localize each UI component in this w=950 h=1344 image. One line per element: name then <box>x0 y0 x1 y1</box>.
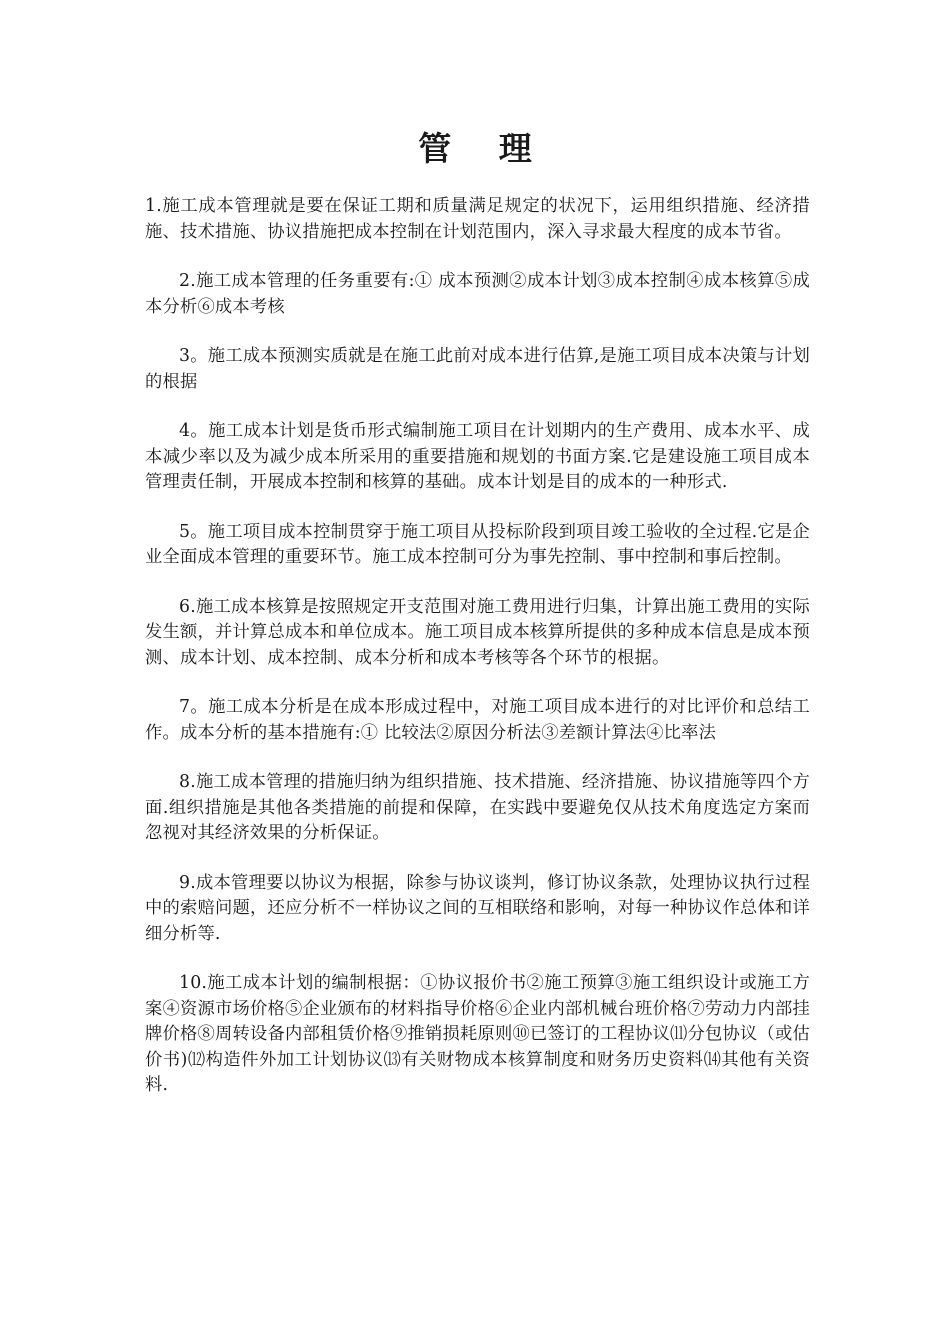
paragraph-6: 6.施工成本核算是按照规定开支范围对施工费用进行归集，计算出施工费用的实际发生额，并计算总成本和单位成本。施工项目成本核算所提供的多种成本信息是成本预测、成本计划、成本控制、成本分析和成本考核等各个环节的根据。 <box>145 596 810 668</box>
paragraph-4: 4。施工成本计划是货币形式编制施工项目在计划期内的生产费用、成本水平、成本减少率以及为减少成本所采用的重要措施和规划的书面方案.它是建设施工项目成本管理责任制，开展成本控制和核算的基础。成本计划是目的成本的一种形式. <box>145 421 810 492</box>
paragraph-10: 10.施工成本计划的编制根据：①协议报价书②施工预算③施工组织设计或施工方案④资源市场价格⑤企业颁布的材料指导价格⑥企业内部机械台班价格⑦劳动力内部挂牌价格⑧周转设备内部租赁价格⑨推销损耗原则⑩已签订的工程协议⑾分包协议（或估价书)⑿构造件外加工计划协议⒀有关财物成本核算制度和财务历史资料⒁其他有关资料. <box>145 973 810 1095</box>
page-title: 管 理 <box>418 129 550 168</box>
document-body <box>145 194 810 1123</box>
paragraph-9: 9.成本管理要以协议为根据，除参与协议谈判，修订协议条款，处理协议执行过程中的索赔问题，还应分析不一样协议之间的互相联络和影响，对每一种协议作总体和详细分析等. <box>145 872 810 944</box>
paragraph-7: 7。施工成本分析是在成本形成过程中，对施工项目成本进行的对比评价和总结工作。成本分析的基本措施有:① 比较法②原因分析法③差额计算法④比率法 <box>145 697 810 743</box>
paragraph-5: 5。施工项目成本控制贯穿于施工项目从投标阶段到项目竣工验收的全过程.它是企业全面成本管理的重要环节。施工成本控制可分为事先控制、事中控制和事后控制。 <box>145 521 810 567</box>
paragraph-2: 2.施工成本管理的任务重要有:① 成本预测②成本计划③成本控制④成本核算⑤成本分析⑥成本考核 <box>145 271 810 317</box>
paragraph-8: 8.施工成本管理的措施归纳为组织措施、技术措施、经济措施、协议措施等四个方面.组织措施是其他各类措施的前提和保障，在实践中要避免仅从技术角度选定方案而忽视对其经济效果的分析保证。 <box>145 772 810 843</box>
paragraph-1: 1.施工成本管理就是要在保证工期和质量满足规定的状况下，运用组织措施、经济措施、技术措施、协议措施把成本控制在计划范围内，深入寻求最大程度的成本节省。 <box>145 196 810 242</box>
paragraph-3: 3。施工成本预测实质就是在施工此前对成本进行估算,是施工项目成本决策与计划的根据 <box>145 346 810 392</box>
